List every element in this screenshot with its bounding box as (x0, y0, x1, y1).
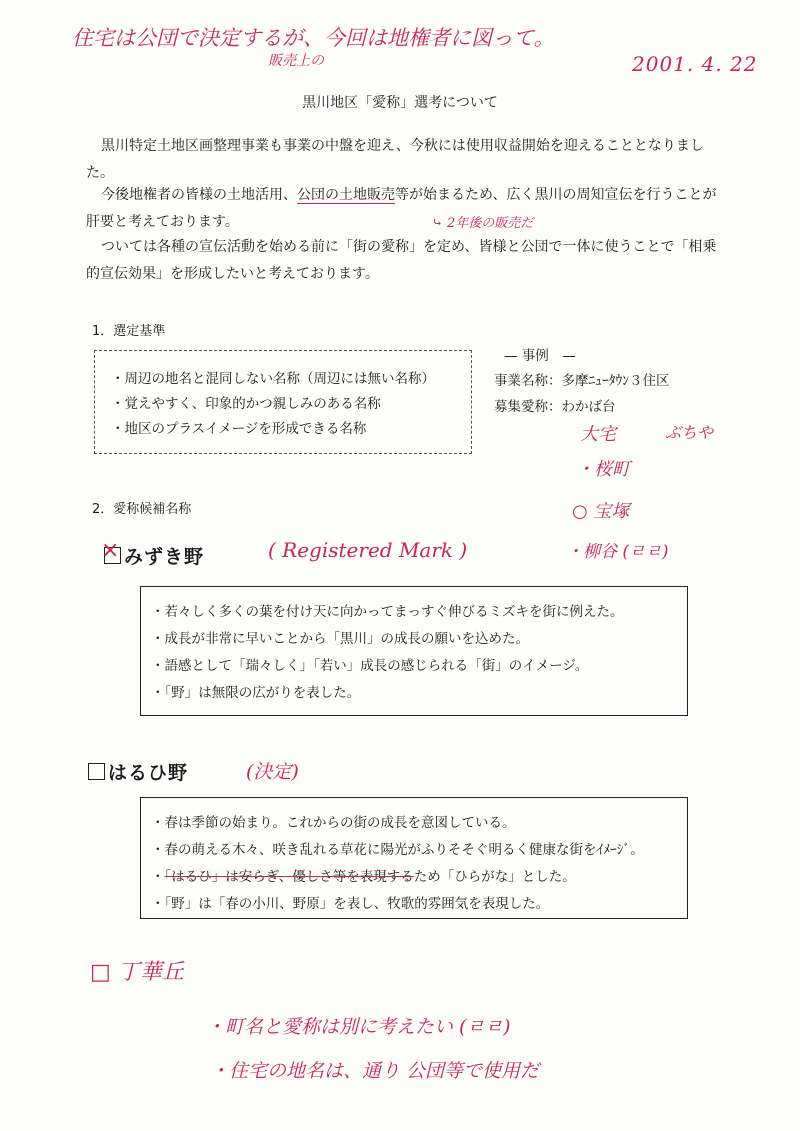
handwritten-example-note: 大宅 (580, 424, 616, 445)
criteria-box (94, 350, 472, 454)
example-nickname: 募集愛称：わかば台 (494, 399, 616, 415)
handwritten-top-subnote: 販売上の (268, 53, 324, 69)
reason-item: ・若々しく多くの葉を付け天に向かってまっすぐ伸びるミズキを街に例えた。 (151, 604, 624, 620)
handwritten-decided-note: (決定) (246, 761, 299, 783)
candidate-1-name: みずき野 (124, 546, 205, 568)
reason-item: ・春は季節の始まり。これからの街の成長を意図している。 (151, 815, 516, 831)
candidate-2-title (88, 758, 188, 785)
handwritten-example-note: ・柳谷 (ㄹㄹ) (566, 542, 669, 562)
handwritten-top-note: 住宅は公団で決定するが、今回は地権者に図って。 (72, 26, 555, 50)
handwritten-registered-note: ( Registered Mark ) (268, 538, 468, 562)
example-block (494, 344, 670, 420)
reason-item: ・「野」は無限の広がりを表した。 (151, 685, 361, 701)
reason-item: ・春の萌える木々、咲き乱れる草花に陽光がふりそそぐ明るく健康な街をｲﾒｰｼﾞ。 (151, 842, 644, 858)
example-heading: — 事例 — (504, 348, 576, 364)
criteria-item: ・周辺の地名と混同しない名称（周辺には無い名称） (111, 371, 435, 387)
paragraph-1: 黒川特定土地区画整理事業も事業の中盤を迎え、今秋には使用収益開始を迎えることとなりました。 (86, 138, 704, 181)
paragraph-3: ついては各種の宣伝活動を始める前に「街の愛称」を定め、皆様と公団で一体に使うことで「相乗的宣伝効果」を形成したいと考えております。 (86, 239, 717, 282)
paragraph-2-start: 今後地権者の皆様の土地活用、 (101, 187, 297, 203)
handwritten-date: 2001. 4. 22 (632, 52, 758, 76)
checkbox-icon (88, 763, 105, 780)
handwritten-note-2: ・住宅の地名は、通り 公団等で使用だ (210, 1060, 540, 1082)
criteria-item: ・覚えやすく、印象的かつ親しみのある名称 (111, 396, 381, 412)
handwritten-example-note: ぶちや (665, 423, 714, 442)
document-title: 黒川地区「愛称」選考について (302, 95, 498, 111)
underlined-land-sales: 公団の土地販売 (297, 187, 395, 203)
checkbox-crossed-icon: × (101, 538, 121, 563)
reason-item-marked: ・「はるひ」は安らぎ、優しさ等を表現するため「ひらがな」とした。 (151, 869, 576, 885)
paragraph-2 (86, 182, 726, 236)
reason-item: ・成長が非常に早いことから「黒川」の成長の願いを込めた。 (151, 631, 529, 647)
example-business-name: 事業名称：多摩ﾆｭｰﾀｳﾝ３住区 (494, 373, 670, 389)
candidate-1-title (101, 538, 205, 569)
section-2-heading: 2．愛称候補名称 (92, 502, 192, 517)
reason-item: ・「野」は「春の小川、野原」を表し、牧歌的雰囲気を表現した。 (151, 896, 550, 912)
candidate-2-reasons (140, 797, 688, 919)
handwritten-example-note: ・桜町 (576, 459, 630, 480)
paragraph-2-end: 等が始まるため、広く黒川の周知宣伝を行うことが肝要と考えております。 (86, 187, 717, 230)
handwritten-sales-note: ⤷ 2年後の販売だ (432, 216, 534, 231)
reason-item: ・語感として「瑞々しく」「若い」成長の感じられる「街」のイメージ。 (151, 658, 589, 674)
criteria-item: ・地区のプラスイメージを形成できる名称 (111, 421, 367, 437)
section-1-heading: 1．選定基準 (92, 324, 166, 339)
struck-text: 「はるひ」は安らぎ、優しさ等を表現する (164, 869, 414, 885)
handwritten-example-note: ○ 宝塚 (572, 501, 630, 522)
reason-rest: ため「ひらがな」とした。 (413, 869, 576, 885)
candidate-1-reasons (140, 586, 688, 716)
handwritten-note-1: ・町名と愛称は別に考えたい (ㄹㄹ) (206, 1016, 511, 1038)
handwritten-third-candidate: □ 丁華丘 (90, 960, 184, 985)
candidate-2-name: はるひ野 (108, 762, 189, 784)
